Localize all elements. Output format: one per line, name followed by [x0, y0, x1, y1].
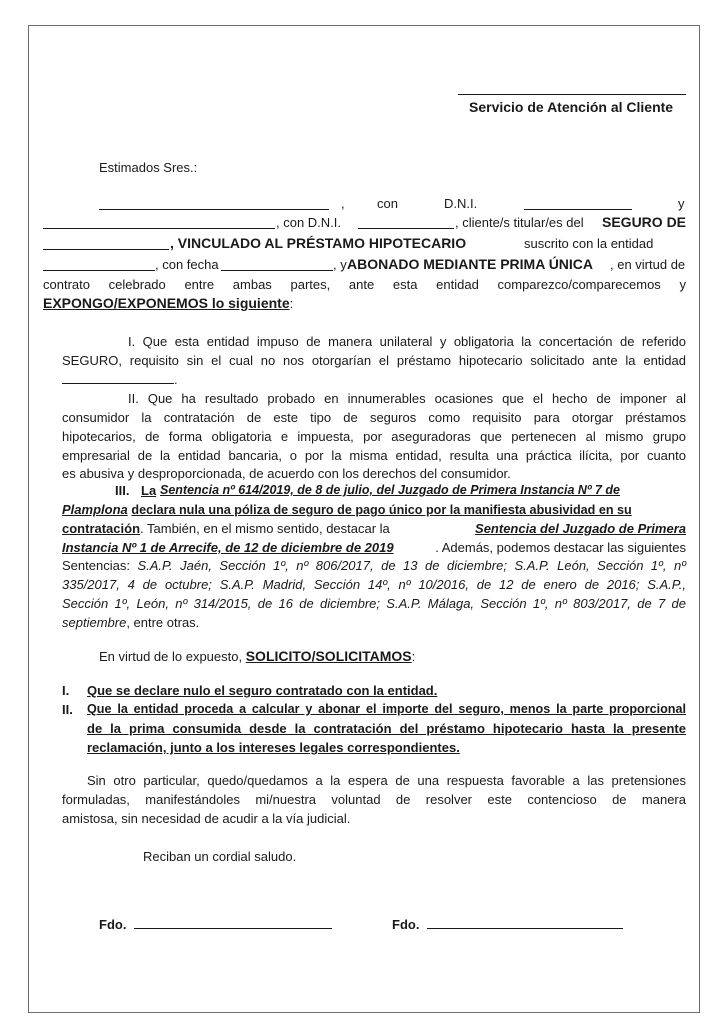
intro-virtud: , en virtud de	[610, 257, 686, 272]
point3-num: III.	[115, 483, 130, 498]
closing-line-3: amistosa, sin necesidad de acudir a la vía judicial.	[62, 811, 351, 826]
closing-line-2: formuladas, manifestándoles mi/nuestra voluntad de resolver este contencioso de manera	[62, 792, 686, 807]
fecha-blank	[221, 258, 333, 271]
intro-line-5: contrato celebrado entre ambas partes, ante esta entidad comparezco/comparecemos y	[43, 277, 686, 292]
request-2-line-1: Que la entidad proceda a calcular y abonar el importe del seguro, menos la parte proporcional	[87, 702, 686, 716]
point3-line-4	[62, 539, 686, 556]
point3-sentencias: Sentencias:	[62, 558, 130, 573]
point2-line-2: consumidor la contratación de este tipo de seguros como requisito para otorgar préstamos	[62, 410, 686, 425]
signature-left	[99, 916, 332, 933]
request-1-text: Que se declare nulo el seguro contratado con la entidad.	[87, 683, 438, 698]
salutation: Estimados Sres.:	[99, 160, 198, 175]
dni2-blank	[358, 216, 454, 229]
point3-septiembre: septiembre	[62, 615, 127, 630]
recipient-line	[458, 94, 686, 95]
intro-y: y	[678, 196, 685, 211]
request-colon: :	[411, 649, 416, 664]
intro-fecha: , con fecha	[155, 257, 219, 272]
point2-line-5: es abusiva y desproporcionada, de acuerdo con los derechos del consumidor.	[62, 466, 511, 481]
point3-line-3	[62, 520, 686, 537]
point3-ademas: . Además, podemos destacar las siguientes	[435, 540, 686, 555]
sentencia-pamplona: Sentencia nº 614/2019, de 8 de julio, del Juzgado de Primera Instancia Nº 7 de	[160, 483, 620, 497]
expongo-colon: :	[289, 296, 294, 311]
seguro-type-blank	[43, 237, 169, 250]
point3-sap-jaen: S.A.P. Jaén, Sección 1º, nº 806/2017, de 13 de diciembre; S.A.P. León, Sección 1º, nº	[137, 558, 686, 573]
intro-dni-label: D.N.I.	[444, 196, 478, 211]
signature-left-blank	[134, 916, 332, 929]
point2-line-1: II. Que ha resultado probado en innumerables ocasiones que el hecho de imponer al	[128, 391, 686, 406]
point3-contratacion: contratación	[62, 521, 141, 536]
point1-line-3	[62, 371, 178, 388]
entidad-blank	[43, 258, 155, 271]
point3-line-2	[62, 501, 632, 519]
name2-blank	[43, 216, 275, 229]
recipient-title: Servicio de Atención al Cliente	[469, 99, 674, 115]
intro-con-dni: , con D.N.I.	[276, 215, 342, 230]
point1-end: .	[174, 372, 178, 387]
signature-right-blank	[427, 916, 623, 929]
request-2-line-3: reclamación, junto a los intereses legales correspondientes.	[87, 740, 460, 755]
intro-seguro: SEGURO DE	[602, 214, 687, 230]
closing-line-1: Sin otro particular, quedo/quedamos a la espera de una respuesta favorable a las pretensiones	[87, 773, 686, 788]
sentencia-arrecife-cont: Instancia Nº 1 de Arrecife, de 12 de diciembre de 2019	[62, 540, 394, 555]
intro-line-6	[43, 295, 293, 312]
intro-suscrito: suscrito con la entidad	[524, 236, 654, 251]
point3-plamplona: Plamplona	[62, 502, 128, 517]
intro-comma: ,	[341, 196, 345, 211]
signature-right-label: Fdo.	[392, 917, 420, 932]
signature-left-label: Fdo.	[99, 917, 127, 932]
entidad2-blank	[62, 371, 174, 384]
solicito-keyword: SOLICITO/SOLICITAMOS	[245, 648, 412, 664]
point3-declara: declara nula una póliza de seguro de pago único por la manifiesta abusividad en su	[131, 503, 632, 517]
intro-cliente: , cliente/s titular/es del	[455, 215, 584, 230]
greeting: Reciban un cordial saludo.	[143, 849, 297, 864]
expongo-heading: EXPONGO/EXPONEMOS lo siguiente	[43, 295, 290, 311]
intro-abonado: ABONADO MEDIANTE PRIMA ÚNICA	[347, 256, 594, 272]
request-2-line-2: de la prima consumida desde la contratación del préstamo hipotecario hasta la presente	[87, 721, 686, 736]
signature-right	[392, 916, 623, 933]
intro-y2: , y	[333, 257, 347, 272]
point3-line-7: Sección 1º, León, nº 314/2015, de 16 de diciembre; S.A.P. Málaga, Sección 1º, nº 803/2017, de 7 de	[62, 596, 686, 611]
point3-line-5	[62, 557, 686, 574]
point2-line-3: hipotecarios, de forma obligatoria e impuesta, por aseguradoras que pertenecen al mismo grupo	[62, 429, 686, 444]
point3-la: La	[141, 483, 157, 498]
point3-entre-otras: , entre otras.	[126, 615, 200, 630]
point1-line-2: SEGURO, requisito sin el cual no nos otorgarían el préstamo hipotecario solicitado ante la entidad	[62, 353, 686, 368]
sentencia-arrecife: Sentencia del Juzgado de Primera	[475, 521, 686, 536]
intro-vinculado: , VINCULADO AL PRÉSTAMO HIPOTECARIO	[170, 235, 467, 251]
point3-line-6: 335/2017, 4 de octubre; S.A.P. Madrid, Sección 14º, nº 10/2016, de 12 de enero de 2016; S.A.P.,	[62, 577, 686, 592]
name-blank	[99, 197, 329, 210]
point3-line-8	[62, 614, 199, 631]
request-prefix: En virtud de lo expuesto,	[99, 649, 243, 664]
point2-line-4: empresarial de la entidad bancaria, o por la misma entidad, resulta una práctica ilícita, por cuanto	[62, 448, 686, 463]
point3-tambien: . También, en el mismo sentido, destacar la	[140, 521, 390, 536]
dni-blank	[524, 197, 632, 210]
request-2-num: II.	[62, 702, 73, 717]
intro-con: con	[377, 196, 398, 211]
request-heading	[99, 648, 415, 665]
point1-line-1: I. Que esta entidad impuso de manera unilateral y obligatoria la concertación de referido	[128, 334, 686, 349]
request-1-num: I.	[62, 683, 70, 698]
